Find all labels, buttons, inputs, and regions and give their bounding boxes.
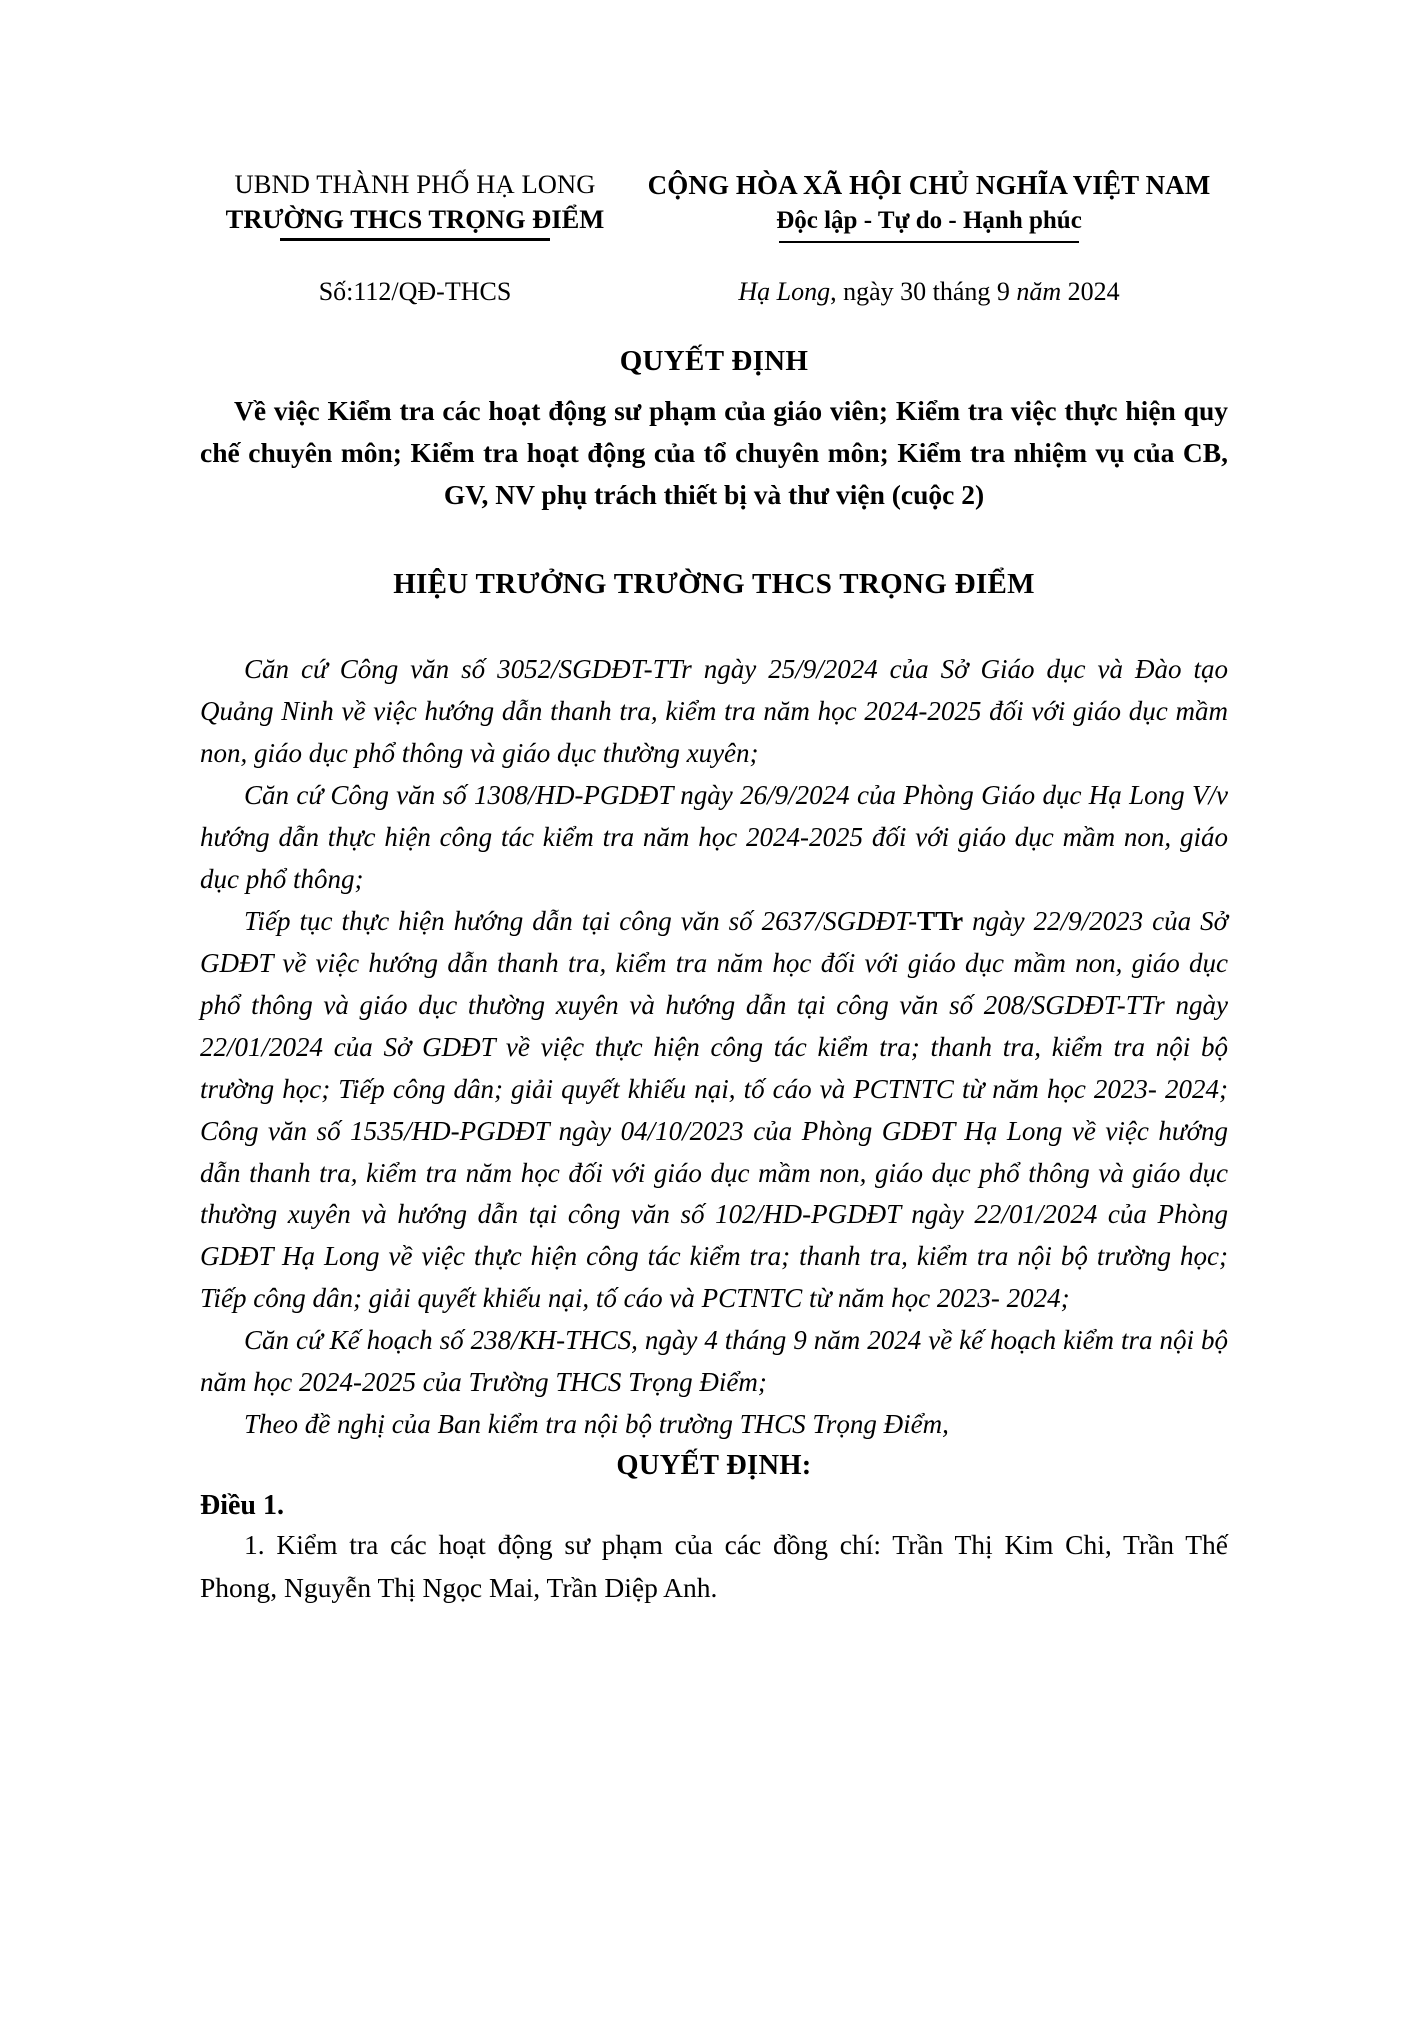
document-type-title: QUYẾT ĐỊNH [619, 345, 809, 378]
date-nam-word: năm [1016, 277, 1062, 307]
issuing-authority-block [200, 168, 630, 241]
document-number: Số:112/QĐ-THCS [318, 277, 512, 307]
article-1-clause-1: 1. Kiểm tra các hoạt động sư phạm của các đồng chí: Trần Thị Kim Chi, Trần Thế Phong, Nguyễn Thị Ngọc Mai, Trần Diệp Anh. [200, 1529, 1228, 1604]
basis-3-upright-abbrev: TTr [917, 905, 964, 936]
legal-basis-paragraph-2: Căn cứ Công văn số 1308/HD-PGDĐT ngày 26/9/2024 của Phòng Giáo dục Hạ Long V/v hướng dẫn thực hiện công tác kiểm tra năm học 2024-2025 đối với giáo dục mầm non, giáo dục phổ thông; [200, 779, 1228, 894]
legal-basis-paragraph-1: Căn cứ Công văn số 3052/SGDĐT-TTr ngày 25/9/2024 của Sở Giáo dục và Đào tạo Quảng Ninh về việc hướng dẫn thanh tra, kiểm tra năm học 2024-2025 đối với giáo dục mầm non, giáo dục phổ thông và giáo dục thường xuyên; [200, 653, 1228, 768]
school-name-label: TRƯỜNG THCS TRỌNG ĐIỂM [225, 203, 605, 234]
number-date-row [200, 277, 1228, 307]
document-header [200, 0, 1228, 243]
proposal-paragraph: Theo đề nghị của Ban kiểm tra nội bộ trường THCS Trọng Điểm, [244, 1409, 949, 1440]
school-name-underline [280, 238, 550, 241]
country-name-label: CỘNG HÒA XÃ HỘI CHỦ NGHĨA VIỆT NAM [647, 170, 1211, 200]
date-year: 2024 [1061, 277, 1120, 307]
basis-3-segment-2: ngày 22/9/2023 của Sở GDĐT về việc hướng dẫn thanh tra, kiểm tra năm học đối với giáo dục mầm non, giáo dục phổ thông và giáo dục thường xuyên và hướng dẫn tại công văn số 208/SGDĐT-TTr ngày 22/01/2024 của Sở GDĐT về việc thực hiện công tác kiểm tra; thanh tra, kiểm tra nội bộ trường học; Tiếp công dân; giải quyết khiếu nại, tố cáo và PCTNTC từ năm học 2023- 2024; Công văn số 1535/HD-PGDĐT ngày 04/10/2023 của Phòng GDĐT Hạ Long về việc hướng dẫn thanh tra, kiểm tra năm học đối với giáo dục mầm non, giáo dục phổ thông và giáo dục thường xuyên và hướng dẫn tại công văn số 102/HD-PGDĐT ngày 22/01/2024 của Phòng GDĐT Hạ Long về việc thực hiện công tác kiểm tra; thanh tra, kiểm tra nội bộ trường học; Tiếp công dân; giải quyết khiếu nại, tố cáo và PCTNTC từ năm học 2023- 2024; [200, 905, 1228, 1314]
legal-basis-paragraph-4: Căn cứ Kế hoạch số 238/KH-THCS, ngày 4 tháng 9 năm 2024 về kế hoạch kiểm tra nội bộ năm học 2024-2025 của Trường THCS Trọng Điểm; [200, 1325, 1228, 1398]
parent-authority-label: UBND THÀNH PHỐ HẠ LONG [234, 169, 596, 199]
place-name: Hạ Long [738, 277, 831, 307]
basis-3-segment-1: Tiếp tục thực hiện hướng dẫn tại công văn số 2637/SGDĐT- [244, 905, 918, 936]
issuer-title: HIỆU TRƯỞNG TRƯỜNG THCS TRỌNG ĐIỂM [393, 567, 1035, 600]
article-1-heading: Điều 1. [200, 1490, 284, 1522]
document-body [200, 649, 1228, 1610]
document-subject-title: Về việc Kiểm tra các hoạt động sư phạm của giáo viên; Kiểm tra việc thực hiện quy chế chuyên môn; Kiểm tra hoạt động của tổ chuyên môn; Kiểm tra nhiệm vụ của CB, GV, NV phụ trách thiết bị và thư viện (cuộc 2) [200, 395, 1228, 510]
national-motto-underline [779, 241, 1079, 244]
place-date [630, 277, 1228, 307]
legal-basis-paragraph-3 [200, 901, 1228, 1321]
national-heading-block [630, 168, 1228, 243]
decide-keyword: QUYẾT ĐỊNH: [616, 1450, 812, 1482]
date-text: , ngày 30 tháng 9 [830, 277, 1017, 307]
national-motto-label: Độc lập - Tự do - Hạnh phúc [776, 206, 1082, 234]
document-content [200, 0, 1228, 1610]
